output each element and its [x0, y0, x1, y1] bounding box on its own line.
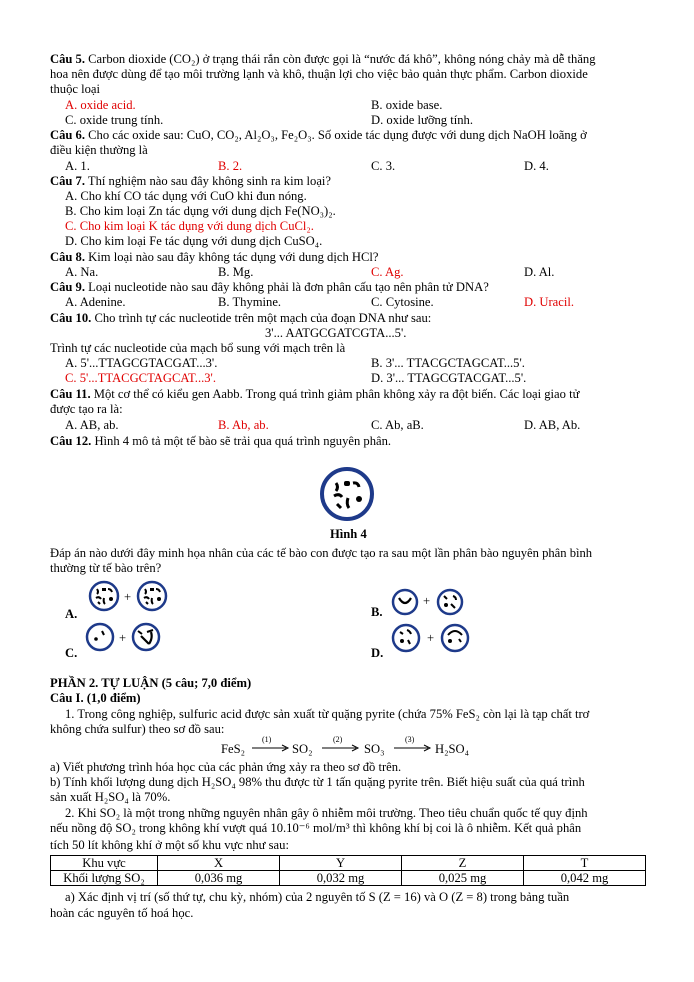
- q5-option-b: B. oxide base.: [371, 98, 443, 112]
- q9-line1: Câu 9. Loại nucleotide nào sau đây không phải là đơn phân cấu tạo nên phân tử DNA?: [50, 280, 489, 294]
- part2-p1-line1: 1. Trong công nghiệp, sulfuric acid được sản xuất từ quặng pyrite (chứa 75% FeS₂ còn lại là tạp chất trơ: [65, 707, 590, 721]
- q12-option-a-cell-1: [88, 580, 120, 612]
- q6-line1: Câu 6. Cho các oxide sau: CuO, CO₂, Al₂O₃, Fe₂O₃. Số oxide tác dụng được với dung dịch NaOH loãng ở: [50, 128, 587, 142]
- q11-line1: Câu 11. Một cơ thể có kiểu gen Aabb. Trong quá trình giảm phân không xảy ra đột biến. Các loại giao tử: [50, 387, 580, 401]
- table-row: [51, 871, 646, 886]
- q11-option-c: C. Ab, aB.: [371, 418, 424, 432]
- table-header-row: [51, 856, 646, 871]
- scheme-step-2: (2): [333, 735, 343, 744]
- so2-data-table: [50, 855, 646, 886]
- part2-p2-line2: nếu nồng độ SO₂ trong không khí vượt quá 10.10⁻⁶ mol/m³ thì không khí bị coi là ô nhiễm. Kết quả phân: [50, 821, 582, 835]
- part2-qa-line2: hoàn các nguyên tố hoá học.: [50, 906, 194, 920]
- q8-line1: Câu 8. Kim loại nào sau đây không tác dụng với dung dịch HCl?: [50, 250, 379, 264]
- table-header-cell: X: [158, 856, 280, 871]
- q12-line1: Câu 12. Hình 4 mô tả một tế bào sẽ trải qua quá trình nguyên phân.: [50, 434, 392, 448]
- part2-p1-line2: không chứa sulfur) theo sơ đồ sau:: [50, 722, 225, 736]
- q5-option-c: C. oxide trung tính.: [65, 113, 164, 127]
- table-cell: 0,025 mg: [402, 871, 524, 886]
- table-header-cell: T: [524, 856, 646, 871]
- q12-option-a-cell-2: [136, 580, 168, 612]
- q7-option-a: A. Cho khí CO tác dụng với CuO khi đun nóng.: [65, 189, 307, 203]
- part2-p2-line1: 2. Khi SO₂ là một trong những nguyên nhân gây ô nhiễm môi trường. Theo tiêu chuẩn quốc tế quy định: [65, 806, 588, 820]
- table-header-cell: Khu vực: [51, 856, 158, 871]
- q10-sequence: 3'... AATGCGATCGTA...5'.: [265, 326, 407, 340]
- q12-option-b-cell-2: [436, 588, 464, 616]
- q12-option-a-label: A.: [65, 607, 78, 621]
- q11-option-a: A. AB, ab.: [65, 418, 119, 432]
- q12-option-c-label: C.: [65, 646, 78, 660]
- q9-option-d: D. Uracil.: [524, 295, 575, 309]
- q8-option-c: C. Ag.: [371, 265, 404, 279]
- part2-qa-line1: a) Xác định vị trí (số thứ tự, chu kỳ, nhóm) của 2 nguyên tố S (Z = 16) và O (Z = 8) trong bảng tuần: [65, 890, 570, 904]
- scheme-fes2: FeS₂: [221, 742, 245, 756]
- q6-line2: điều kiện thường là: [50, 143, 148, 157]
- q12-option-d-cell-2: [440, 623, 470, 653]
- q5-option-d: D. oxide lưỡng tính.: [371, 113, 473, 127]
- q12-option-c-cell-1: [85, 622, 115, 652]
- table-cell: 0,036 mg: [158, 871, 280, 886]
- table-header-cell: Y: [280, 856, 402, 871]
- q9-option-c: C. Cytosine.: [371, 295, 434, 309]
- q7-option-d: D. Cho kim loại Fe tác dụng với dung dịch CuSO₄.: [65, 234, 323, 248]
- q6-option-b: B. 2.: [218, 159, 243, 173]
- q10-line1: Câu 10. Cho trình tự các nucleotide trên một mạch của đoạn DNA như sau:: [50, 311, 432, 325]
- part2-q1-title: Câu I. (1,0 điểm): [50, 691, 141, 705]
- q12-option-a-plus: +: [124, 590, 132, 604]
- q6-option-a: A. 1.: [65, 159, 90, 173]
- scheme-step-3: (3): [405, 735, 415, 744]
- table-cell: 0,042 mg: [524, 871, 646, 886]
- q12-option-c-plus: +: [119, 631, 127, 645]
- q11-line2: được tạo ra là:: [50, 402, 123, 416]
- scheme-step-1: (1): [262, 735, 272, 744]
- q9-option-a: A. Adenine.: [65, 295, 126, 309]
- q8-option-d: D. Al.: [524, 265, 555, 279]
- q7-option-c: C. Cho kim loại K tác dụng với dung dịch CuCl₂.: [65, 219, 314, 233]
- q11-option-d: D. AB, Ab.: [524, 418, 581, 432]
- table-row-label: Khối lượng SO₂: [51, 871, 158, 886]
- q8-option-a: A. Na.: [65, 265, 99, 279]
- scheme-so3: SO₃: [364, 742, 385, 756]
- q12-option-d-cell-1: [391, 623, 421, 653]
- q12-option-b-plus: +: [423, 594, 431, 608]
- q6-option-c: C. 3.: [371, 159, 396, 173]
- part2-b-line1: b) Tính khối lượng dung dịch H₂SO₄ 98% thu được từ 1 tấn quặng pyrite trên. Biết hiệu suất của quá trình: [50, 775, 585, 789]
- q12-option-d-label: D.: [371, 646, 384, 660]
- q7-option-b: B. Cho kim loại Zn tác dụng với dung dịch Fe(NO₃)₂.: [65, 204, 336, 218]
- q5-line3: thuộc loại: [50, 82, 101, 96]
- q7-line1: Câu 7. Thí nghiệm nào sau đây không sinh ra kim loại?: [50, 174, 332, 188]
- figure-4-cell-diagram: [319, 466, 375, 522]
- q10-line2: Trình tự các nucleotide của mạch bổ sung với mạch trên là: [50, 341, 346, 355]
- q11-option-b: B. Ab, ab.: [218, 418, 269, 432]
- q12-option-c-cell-2: [131, 622, 161, 652]
- q10-option-d: D. 3'... TTAGCGTACGAT...5'.: [371, 371, 527, 385]
- q5-option-a: A. oxide acid.: [65, 98, 136, 112]
- q10-option-b: B. 3'... TTACGCTAGCAT...5'.: [371, 356, 525, 370]
- figure-4-caption: Hình 4: [330, 527, 367, 541]
- scheme-so2: SO₂: [292, 742, 313, 756]
- part2-a-text: a) Viết phương trình hóa học của các phản ứng xảy ra theo sơ đồ trên.: [50, 760, 402, 774]
- q12-line3: thường từ tế bào trên?: [50, 561, 162, 575]
- q10-option-a: A. 5'...TTAGCGTACGAT...3'.: [65, 356, 218, 370]
- q6-option-d: D. 4.: [524, 159, 549, 173]
- q12-option-d-plus: +: [427, 631, 435, 645]
- q12-option-b-label: B.: [371, 605, 383, 619]
- q5-line2: hoa nên được dùng để tạo môi trường lạnh và khô, thuận lợi cho việc bảo quản thực phẩm. Carbon dioxide: [50, 67, 588, 81]
- q10-option-c: C. 5'...TTACGCTAGCAT...3'.: [65, 371, 216, 385]
- table-cell: 0,032 mg: [280, 871, 402, 886]
- q12-line2: Đáp án nào dưới đây minh họa nhân của các tế bào con được tạo ra sau một lần phân bào nguyên phân bình: [50, 546, 593, 560]
- scheme-h2so4: H₂SO₄: [435, 742, 469, 756]
- table-header-cell: Z: [402, 856, 524, 871]
- q8-option-b: B. Mg.: [218, 265, 254, 279]
- part2-heading: PHẦN 2. TỰ LUẬN (5 câu; 7,0 điểm): [50, 676, 252, 690]
- q9-option-b: B. Thymine.: [218, 295, 282, 309]
- q5-line1: Câu 5. Carbon dioxide (CO₂) ở trạng thái rắn còn được gọi là “nước đá khô”, không nóng chảy mà dễ thăng: [50, 52, 596, 66]
- part2-p2-line3: tích 50 lít không khí ở một số khu vực như sau:: [50, 838, 289, 852]
- part2-b-line2: sản xuất H₂SO₄ là 70%.: [50, 790, 171, 804]
- q12-option-b-cell-1: [391, 588, 419, 616]
